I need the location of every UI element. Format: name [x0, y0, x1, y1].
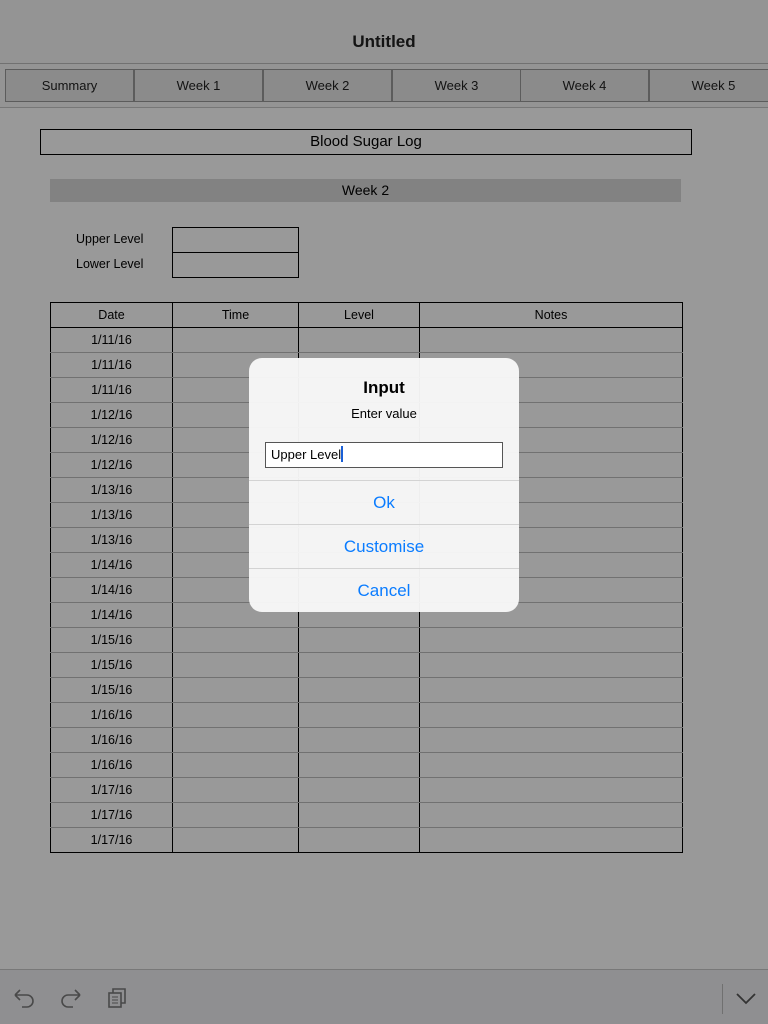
- cell-date[interactable]: 1/14/16: [51, 603, 173, 628]
- upper-level-label: Upper Level: [76, 232, 144, 246]
- text-caret: [341, 446, 343, 462]
- cell-date[interactable]: 1/12/16: [51, 453, 173, 478]
- dialog-input-value: Upper Level: [271, 447, 342, 462]
- cell-date[interactable]: 1/14/16: [51, 553, 173, 578]
- cell-date[interactable]: 1/16/16: [51, 753, 173, 778]
- tab-week-5[interactable]: Week 5: [649, 69, 768, 102]
- header-date: Date: [51, 303, 173, 328]
- tab-week-3[interactable]: Week 3: [392, 69, 521, 102]
- cell-date[interactable]: 1/13/16: [51, 528, 173, 553]
- cancel-button[interactable]: Cancel: [249, 568, 519, 612]
- customise-button[interactable]: Customise: [249, 524, 519, 568]
- cell-date[interactable]: 1/15/16: [51, 653, 173, 678]
- tab-week-2[interactable]: Week 2: [263, 69, 392, 102]
- cell-date[interactable]: 1/15/16: [51, 628, 173, 653]
- cell-date[interactable]: 1/13/16: [51, 478, 173, 503]
- lower-level-label: Lower Level: [76, 257, 144, 271]
- header-notes: Notes: [420, 303, 683, 328]
- cell-date[interactable]: 1/17/16: [51, 803, 173, 828]
- tab-week-1[interactable]: Week 1: [134, 69, 263, 102]
- cell-date[interactable]: 1/16/16: [51, 728, 173, 753]
- input-dialog: [249, 358, 519, 612]
- tab-summary[interactable]: Summary: [5, 69, 134, 102]
- cell-date[interactable]: 1/12/16: [51, 403, 173, 428]
- cell-date[interactable]: 1/11/16: [51, 353, 173, 378]
- log-title: Blood Sugar Log: [40, 129, 692, 155]
- cell-date[interactable]: 1/15/16: [51, 678, 173, 703]
- week-banner: Week 2: [50, 179, 681, 202]
- tab-week-4[interactable]: Week 4: [520, 69, 649, 102]
- document-title: Untitled: [352, 32, 416, 51]
- dialog-input[interactable]: [265, 442, 503, 468]
- cell-date[interactable]: 1/14/16: [51, 578, 173, 603]
- dialog-title: Input: [363, 378, 405, 397]
- header-time: Time: [173, 303, 299, 328]
- cell-date[interactable]: 1/13/16: [51, 503, 173, 528]
- header-level: Level: [299, 303, 420, 328]
- cell-date[interactable]: 1/11/16: [51, 328, 173, 353]
- cell-date[interactable]: 1/11/16: [51, 378, 173, 403]
- cell-date[interactable]: 1/17/16: [51, 778, 173, 803]
- ok-button[interactable]: Ok: [249, 480, 519, 524]
- cell-date[interactable]: 1/12/16: [51, 428, 173, 453]
- dialog-message: Enter value: [351, 406, 417, 421]
- cell-date[interactable]: 1/17/16: [51, 828, 173, 853]
- cell-date[interactable]: 1/16/16: [51, 703, 173, 728]
